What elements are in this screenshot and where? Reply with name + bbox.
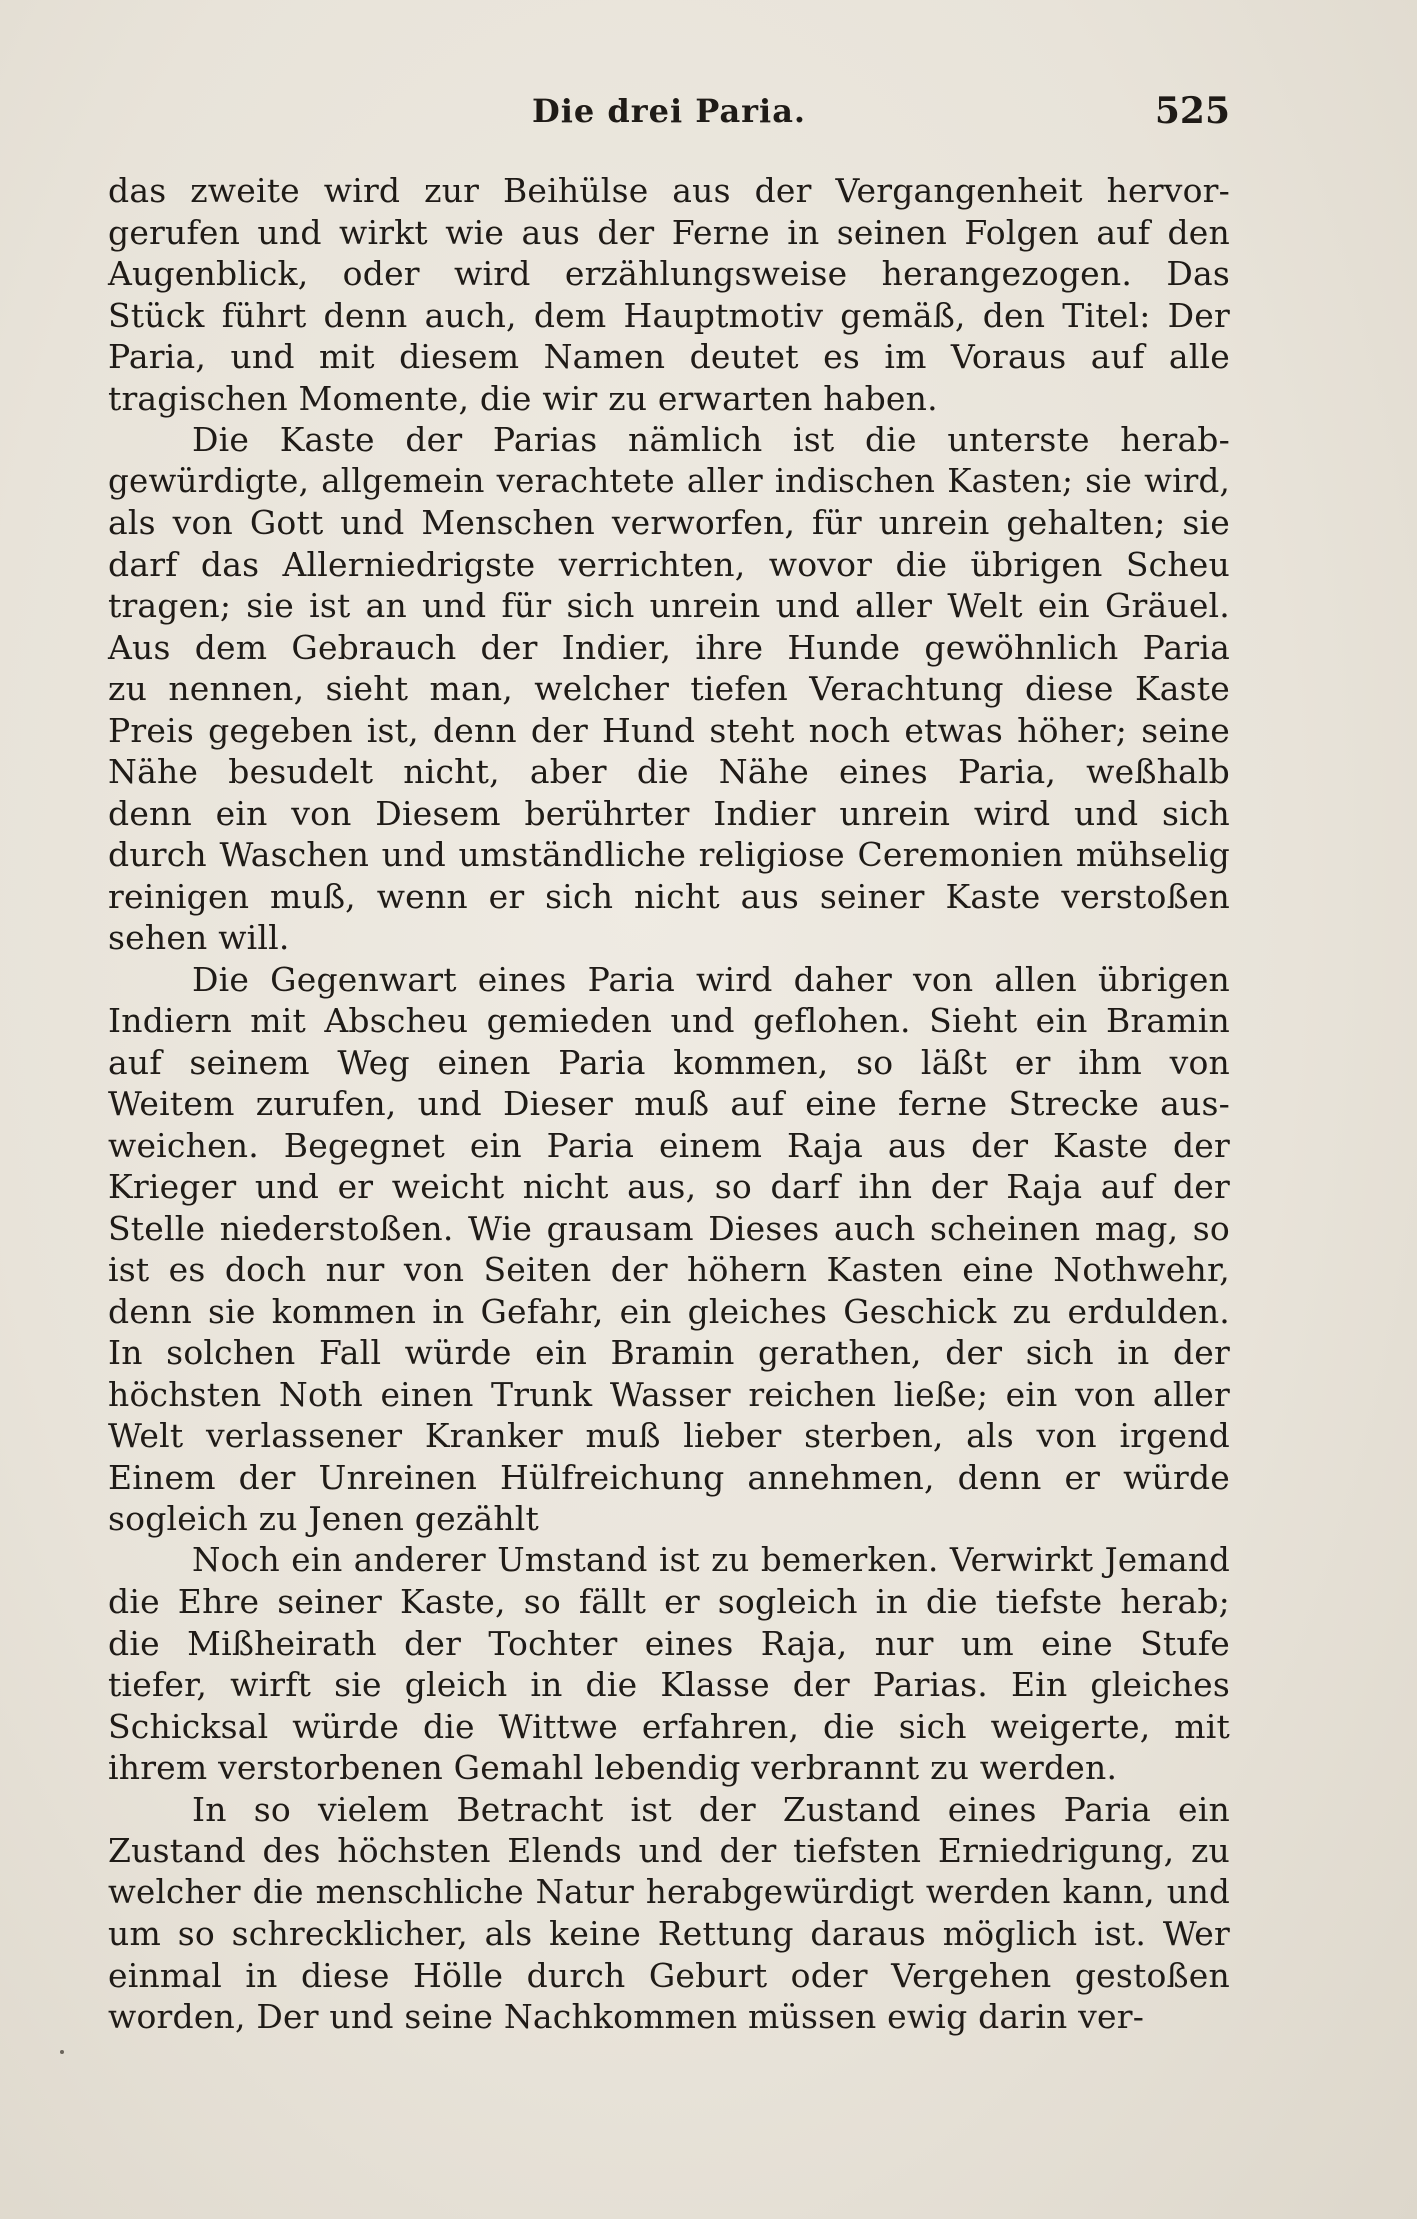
text-line: Krieger und er weicht nicht aus, so darf ihn der Raja auf der (108, 1167, 1230, 1206)
text-line: Schicksal würde die Wittwe erfahren, die sich weigerte, mit (108, 1706, 1230, 1746)
text-line: ist es doch nur von Seiten der höhern Kasten eine Nothwehr, (108, 1250, 1230, 1289)
text-line: ihrem verstorbenen Gemahl lebendig verbrannt zu werden. (108, 1748, 1118, 1787)
text-line: Nähe besudelt nicht, aber die Nähe eines Paria, weßhalb (108, 752, 1230, 791)
page-header (108, 92, 1230, 142)
paragraph (108, 419, 1230, 959)
text-line: das zweite wird zur Beihülse aus der Vergangenheit hervor- (108, 171, 1230, 210)
page-number: 525 (1154, 90, 1230, 132)
text-line: reinigen muß, wenn er sich nicht aus seiner Kaste verstoßen (108, 876, 1230, 916)
text-line: als von Gott und Menschen verworfen, für unrein gehalten; sie (108, 503, 1230, 542)
text-line: tragen; sie ist an und für sich unrein und aller Welt ein Gräuel. (108, 586, 1230, 625)
text-line: Paria, und mit diesem Namen deutet es im Voraus auf alle (108, 337, 1230, 376)
text-line: gerufen und wirkt wie aus der Ferne in seinen Folgen auf den (108, 212, 1230, 252)
text-line: um so schrecklicher, als keine Rettung daraus möglich ist. Wer (108, 1914, 1230, 1953)
text-line: die Mißheirath der Tochter eines Raja, nur um eine Stufe (108, 1623, 1230, 1663)
text-line: Einem der Unreinen Hülfreichung annehmen, denn er würde (108, 1457, 1230, 1497)
text-line: Preis gegeben ist, denn der Hund steht noch etwas höher; seine (108, 710, 1230, 750)
text-line: sogleich zu Jenen gezählt (108, 1499, 539, 1538)
text-line: In solchen Fall würde ein Bramin gerathen, der sich in der (108, 1333, 1230, 1372)
text-line: sehen will. (108, 918, 290, 957)
text-line: Indiern mit Abscheu gemieden und geflohen. Sieht ein Bramin (108, 1001, 1230, 1040)
text-line: welcher die menschliche Natur herabgewürdigt werden kann, und (108, 1872, 1230, 1911)
text-line: auf seinem Weg einen Paria kommen, so läßt er ihm von (108, 1042, 1230, 1082)
text-line: weichen. Begegnet ein Paria einem Raja aus der Kaste der (108, 1125, 1230, 1165)
text-line: durch Waschen und umständliche religiose Ceremonien mühselig (108, 835, 1230, 874)
text-line: zu nennen, sieht man, welcher tiefen Verachtung diese Kaste (108, 669, 1230, 708)
paper-speck (60, 2050, 64, 2054)
running-title: Die drei Paria. (531, 92, 807, 130)
paragraph (108, 1540, 1230, 1789)
text-line: worden, Der und seine Nachkommen müssen ewig darin ver- (108, 1997, 1145, 2036)
text-line: Weitem zurufen, und Dieser muß auf eine ferne Strecke aus- (108, 1084, 1230, 1123)
text-line: Aus dem Gebrauch der Indier, ihre Hunde gewöhnlich Paria (108, 627, 1230, 667)
text-line: Noch ein anderer Umstand ist zu bemerken. Verwirkt Jemand (192, 1540, 1230, 1579)
text-line: Welt verlassener Kranker muß lieber sterben, als von irgend (108, 1416, 1230, 1455)
paragraph (108, 959, 1230, 1540)
text-line: Die Kaste der Parias nämlich ist die unterste herab- (192, 420, 1230, 459)
text-line: Stück führt denn auch, dem Hauptmotiv gemäß, den Titel: Der (108, 295, 1230, 335)
text-line: Augenblick, oder wird erzählungsweise herangezogen. Das (108, 254, 1230, 293)
paragraph (108, 170, 1230, 419)
text-line: Stelle niederstoßen. Wie grausam Dieses auch scheinen mag, so (108, 1208, 1230, 1248)
text-line: einmal in diese Hölle durch Geburt oder Vergehen gestoßen (108, 1955, 1230, 1995)
text-line: denn sie kommen in Gefahr, ein gleiches Geschick zu erdulden. (108, 1291, 1230, 1331)
text-line: gewürdigte, allgemein verachtete aller indischen Kasten; sie wird, (108, 461, 1230, 500)
text-line: Die Gegenwart eines Paria wird daher von allen übrigen (192, 959, 1230, 999)
text-line: tragischen Momente, die wir zu erwarten haben. (108, 378, 938, 418)
text-line: höchsten Noth einen Trunk Wasser reichen ließe; ein von aller (108, 1374, 1230, 1414)
paragraph (108, 1789, 1230, 2038)
body-text (108, 170, 1230, 2038)
text-line: tiefer, wirft sie gleich in die Klasse der Parias. Ein gleiches (108, 1665, 1230, 1704)
text-line: In so vielem Betracht ist der Zustand eines Paria ein (192, 1789, 1230, 1829)
text-line: darf das Allerniedrigste verrichten, wovor die übrigen Scheu (108, 544, 1230, 584)
text-line: denn ein von Diesem berührter Indier unrein wird und sich (108, 793, 1230, 833)
text-line: die Ehre seiner Kaste, so fällt er sogleich in die tiefste herab; (108, 1582, 1230, 1621)
text-line: Zustand des höchsten Elends und der tiefsten Erniedrigung, zu (108, 1831, 1230, 1870)
